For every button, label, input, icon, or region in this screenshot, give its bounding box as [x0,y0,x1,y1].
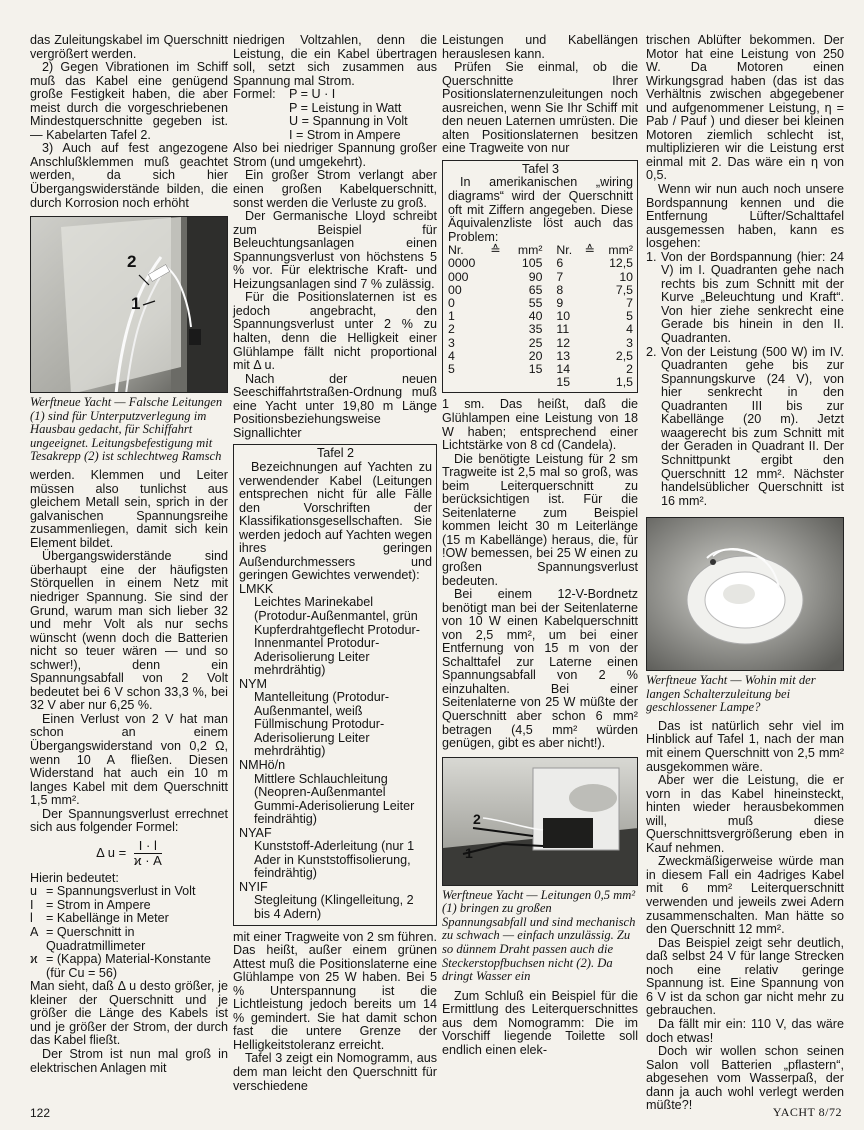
table-cell [488,297,503,310]
table-cell: 2 [626,362,633,377]
table-header-cell: Nr. [556,243,573,258]
table-cell [488,337,503,350]
formula-numerator: I · l [134,839,162,854]
power-formula-def: P = Leistung in Watt [289,100,402,115]
table-cell [582,363,597,376]
cable-description: Kunststoff-Aderleitung (nur 1 Ader in Kunststoffisolierung, feindrähtig) [254,839,415,881]
power-formula-main: P = U · I [289,87,336,102]
table-cell: 25 [528,335,543,350]
table-cell: 5 [448,362,455,377]
table-cell: 55 [528,296,543,311]
table-cell: 2 [448,322,455,337]
paragraph: Der Spannungsverlust errechnet sich aus folgender Formel: [30,806,228,835]
table-header-cell: ≙ [584,243,595,258]
table-cell: 10 [556,309,571,324]
cable-entry [239,759,432,827]
table-row [448,323,633,336]
table-2-intro: Bezeichnungen auf Yachten zu verwendender Kabel (Leitungen entsprechen nicht für alle Fälle den Vorschriften der Klassifikationsgesellschaften. Sie werden jedoch auf Yachten wegen ihres geringen Außendurchmessers und geringen Gewichtes verwendet): [239,459,432,583]
cable-description: Stegleitung (Klingelleitung, 2 bis 4 Adern) [254,893,414,921]
table-cell [582,323,597,336]
cable-code: LMKK [239,581,274,596]
list-item [646,346,844,509]
column-4 [646,34,844,1113]
table-cell [582,297,597,310]
power-formula-def: I = Strom in Ampere [289,127,401,142]
table-cell: 2,5 [615,348,633,363]
table-cell: 5 [626,309,633,324]
step-number: 2. [646,344,657,359]
power-formula [233,88,437,142]
table-cell: 10 [619,269,633,284]
cable-code: NYM [239,676,267,691]
cable-code: NMHö/n [239,757,286,772]
table-header-cell: ≙ [490,243,501,258]
definition-row [30,926,228,953]
formula-definitions [30,885,228,980]
table-cell [488,284,503,297]
nomogram-steps [646,251,844,508]
photo-label-1: 1 [465,844,473,861]
table-cell: 1 [448,309,455,324]
paragraph: trischen Ablüfter bekommen. Der Motor hat eine Leistung von 250 W. Da Motoren einen Wirkungsgrad haben (das ist das Verhältnis zwischen abgegebener und aufgenommener Leistung, η = Pab / Pauf ) und dieser bei kleinen Motoren ziemlich schlecht ist, multiplizieren wir die Leistung erst einmal mit 2. Das wäre ein η von 0,5. [646,33,844,183]
issue-label: YACHT 8/72 [772,1105,842,1119]
photo-thin-wires-image [443,758,638,886]
definitions-intro: Hierin bedeutet: [30,870,119,885]
table-cell: 4 [448,348,455,363]
table-header-cell: mm² [608,243,633,258]
table-cell [488,350,503,363]
step-number: 1. [646,249,657,264]
definition-row [30,953,228,980]
cable-entry [239,583,432,678]
table-row [448,257,633,270]
paragraph: Der Strom ist nun mal groß in elektrischen Anlagen mit [30,1046,228,1075]
paragraph: Da fällt mir ein: 110 V, das wäre doch etwas! [646,1016,844,1045]
cable-entry [239,881,432,922]
paragraph: Einen Verlust von 2 V hat man schon an einem Übergangswiderstand von 0,2 Ω, wenn 10 A fließen. Diesen Widerstand hat auch ein 10 m langes Kabel mit dem Querschnitt 1,5 mm². [30,711,228,808]
table-cell: 11 [556,322,570,337]
photo-label-2: 2 [473,810,481,827]
step-text: Von der Leistung (500 W) im IV. Quadranten gehe bis zur Spannungskurve (24 V), von hier senkrecht in den Quadranten III bis zur Kabellänge (20 m). Jetzt waagerecht bis zum Schnitt mit der Geraden in Quadrant II. Der Schnittpunkt ergibt den Querschnitt 12 mm². Nächster handelsüblicher Querschnitt ist 16 mm². [661,344,844,508]
paragraph: 3) Auch auf fest angezogene Anschlußklemmen muß geachtet werden, da sich hier Übergangswiderstände bilden, die durch Korrosion noch erhöht [30,141,228,210]
paragraph: Man sieht, daß Δ u desto größer, je kleiner der Querschnitt und je größer die Länge des Kabels ist und je größer der Strom, der durch das Kabel fließt. [30,979,228,1048]
definition-row [30,885,228,899]
table-cell: 1,5 [615,375,633,390]
photo-caption: Werftneue Yacht — Falsche Leitungen (1) sind für Unterputzverlegung im Hausbau gedacht, für Schiffahrt ungeeignet. Leitungsbefestigung mit Tesakrepp (2) ist schlechtweg Ramsch [30,395,223,464]
table-cell: 7 [556,269,564,284]
formula-lhs: Δ u = [96,844,127,860]
paragraph: Also bei niedriger Spannung großer Strom (und umgekehrt). [233,141,437,169]
paragraph: Wenn wir nun auch noch unsere Bordspannung kennen und die Entfernung Lüfter/Schalttafel ausgemessen haben, kann es losgehen: [646,182,844,251]
table-row [448,337,633,350]
paragraph: Prüfen Sie einmal, ob die Querschnitte Ihrer Positionslaternenzuleitungen noch ausreichen, wenn Sie Ihr Schiff mit den neuen Laternen umrüsten. Die alten Positionslaternen besitzen eine Tragweite von nur [442,60,638,156]
table-cell: 3 [626,335,633,350]
step-text: Von der Bordspannung (hier: 24 V) im I. Quadranten gehe nach rechts bis zum Schnitt mit der Kurve „Beleuchtung und Kraft“. Von hier ziehe senkrecht eine Gerade bis hinein in den II. Quadranten. [661,249,844,346]
table-cell: 000 [448,269,469,284]
table-cell: 35 [528,322,543,337]
paragraph: niedrigen Voltzahlen, denn die Leistung, die ein Kabel übertragen soll, setzt sich zusammen aus Spannung mal Strom. [233,33,437,88]
paragraph: 2) Gegen Vibrationen im Schiff muß das Kabel eine genügend große Festigkeit haben, die aber meist durch die vorgeschriebenen Mindestquerschnitte gegeben ist. — Kabelarten Tafel 2. [30,60,228,142]
paragraph: Aber wer die Leistung, die er vorn in das Kabel hineinsteckt, hinten wieder herausbekommen will, muß diese Querschnittsvergrößerung eben in Kauf nehmen. [646,773,844,855]
paragraph: Bei einem 12-V-Bordnetz benötigt man bei der Seitenlaterne von 10 W einen Kabelquerschnitt von 2,5 mm², um bei einer Entfernung von 15 m von der Schalttafel zur Laterne einen Spannungsabfall von 2 % einzuhalten. Bei einer Seitenlaterne von 25 W müßte der Querschnitt aber schon 6 mm² betragen (4,5 mm² würden genügen, gibt es aber nicht!). [442,587,638,751]
power-formula-def: U = Spannung in Volt [289,114,408,129]
cable-entry [239,827,432,881]
table-cell: 7 [626,296,633,311]
table-cell: 15 [556,375,571,390]
paragraph: Doch wir wollen schon seinen Salon voll Batterien „pflastern“, abgesehen vom Wasserpaß, der dann ja auch wohl verlegt werden müßte?! [646,1044,844,1113]
table-cell [488,323,503,336]
table-cell: 20 [528,348,543,363]
table-cell: 8 [556,282,564,297]
paragraph: Das ist natürlich sehr viel im Hinblick auf Tafel 1, nach der man mit einem Querschnitt von 2,5 mm² ausgekommen wäre. [646,718,844,774]
table-cell [488,376,503,389]
table-header-cell: mm² [517,243,543,258]
photo-closed-lamp-image [647,518,844,671]
paragraph: Das Beispiel zeigt sehr deutlich, daß selbst 24 V für lange Strecken noch eine relativ geringe Spannung ist. Eine Spannung von 6 V ist da schon gar nicht mehr zu gebrauchen. [646,935,844,1018]
power-formula-intro: Formel: [233,87,276,102]
paragraph: Der Germanische Lloyd schreibt zum Beispiel für Beleuchtungsanlagen einen Spannungsverlust von höchstens 5 % vor. Für elektrische Kraft- und Heizungsanlagen sind 7 % zulässig. [233,209,437,291]
voltage-drop-formula [30,839,228,868]
cable-code: NYIF [239,879,268,894]
table-cell: 90 [528,269,543,284]
paragraph: Die benötigte Leistung für 2 sm Tragweite ist 2,5 mal so groß, was beim Leiterquerschnitt zu berücksichtigen ist. Für die Seitenlaterne zum Beispiel kommen leicht 30 m Leiterlänge (15 m Kabellänge) heraus, die, für !OW bemessen, bei 25 W einen zu großen Spannungsverlust bedeuten. [442,451,638,588]
photo-caption: Werftneue Yacht — Wohin mit der langen Schalterzuleitung bei geschlossener Lampe? [646,673,816,715]
cable-description: Leichtes Marinekabel (Protodur-Außenmantel, grün Kupferdrahtgeflecht Protodur-Innenmantel Protodur-Aderisolierung Leiter mehrdrähtig) [254,595,420,678]
paragraph: Übergangswiderstände sind überhaupt eine der häufigsten Störquellen in einem Netz mit niedriger Spannung. Sie sind der Grund, warum man sich lieber 32 und mehr Volt als nur sechs wünscht (wenn doch die Batterien nicht so teuer wären — und so schwer!), denn ein Spannungsabfall von 2 Volt bedeutet bei 6 V schon 33,3 %, bei 32 V aber nur 6,25 %. [30,549,228,713]
definition-text: = Kabellänge in Meter [46,911,169,926]
table-row [448,363,633,376]
paragraph: Leistungen und Kabellängen herauslesen kann. [442,33,638,61]
table-cell [488,257,503,270]
table-cell [448,376,488,389]
table-cell [582,337,597,350]
paragraph: werden. Klemmen und Leiter müssen also tunlichst aus gleichem Metall sein, sprich in der galvanischen Spannungsreihe zusammenliegen, damit sich kein Element bildet. [30,468,228,550]
page-number: 122 [30,1106,51,1120]
table-cell [582,284,597,297]
table-cell [488,271,503,284]
list-item [646,251,844,346]
cable-entry [239,678,432,759]
column-3 [442,34,638,1058]
definition-text: = Spannungsverlust in Volt [46,884,196,899]
definition-symbol: A [30,925,39,940]
photo-wiring-wall-image [31,217,228,393]
paragraph: Für die Positionslaternen ist es jedoch angebracht, den Spannungsverlust unter 2 % zu halten, denn die Helligkeit einer Glühlampe fällt nicht proportional mit Δ u. [233,290,437,373]
photo-closed-lamp [646,517,844,671]
table-cell: 0000 [448,256,476,271]
table-cell [582,257,597,270]
paragraph: 1 sm. Das heißt, daß die Glühlampen eine Leistung von 18 W haben; entsprechend einer Lichtstärke von 8 cd (Candela). [442,397,638,453]
definition-symbol: ϰ [30,952,38,967]
table-cell: 12,5 [609,256,633,271]
table-cell: 14 [556,362,571,377]
definition-text: = (Kappa) Material-Konstante (für Cu = 56) [46,952,211,980]
photo-caption: Werftneue Yacht — Leitungen 0,5 mm² (1) bringen zu großen Spannungsabfall und sind mechanisch zu schwach — einfach unzulässig. Zu so dünnem Draht passen auch die Steckerstopfbuchsen nicht (2). Da dringt Wasser ein [442,887,636,984]
table-3-box [442,160,638,394]
table-cell: 13 [556,348,571,363]
table-cell [488,310,503,323]
paragraph: Tafel 3 zeigt ein Nomogramm, aus dem man leicht den Querschnitt für verschiedene [233,1051,437,1093]
photo-label-1: 1 [131,294,141,314]
table-3-title: Tafel 3 [521,161,560,176]
column-2 [233,34,437,1093]
paragraph: das Zuleitungskabel im Querschnitt vergrößert werden. [30,33,228,61]
power-formula-main-row [233,88,437,102]
table-cell: 0 [448,296,455,311]
definition-text: = Strom in Ampere [46,897,151,912]
table-cell: 7,5 [615,282,633,297]
column-1 [30,34,228,1075]
table-cell: 40 [528,309,543,324]
table-cell [488,363,503,376]
table-3-intro: In amerikanischen „wiring diagrams“ wird der Querschnitt oft mit Ziffern angegeben. Diese Äquivalenzliste löst auch das Problem: [448,175,633,244]
table-cell [582,271,597,284]
table-cell: 9 [556,296,564,311]
table-cell: 3 [448,335,455,350]
table-cell: 105 [521,256,543,271]
definition-text: = Querschnitt in Quadratmillimeter [46,925,146,953]
cable-code: NYAF [239,825,272,840]
wire-gauge-table [448,244,633,389]
definition-row [30,899,228,913]
paragraph: Zweckmäßigerweise würde man in diesem Fall ein 4adriges Kabel mit 6 mm² Leiterquerschnitt verwenden und jeweils zwei Adern zusammenschalten. Man hätte so den Querschnitt 12 mm². [646,854,844,937]
table-cell: 00 [448,282,462,297]
table-cell [503,376,551,389]
table-header-cell: Nr. [448,243,464,258]
table-cell: 15 [528,362,543,377]
table-2-title: Tafel 2 [316,446,355,461]
table-2-box [233,444,437,925]
table-row [448,376,633,389]
paragraph: Zum Schluß ein Beispiel für die Ermittlung des Leiterquerschnittes aus dem Nomogramm: Die im Vorschiff liegende Toilette soll endlich einen elek- [442,988,638,1057]
table-cell: 65 [528,282,543,297]
cable-description: Mittlere Schlauchleitung (Neopren-Außenmantel Gummi-Aderisolierung Leiter feindrähtig) [254,771,415,827]
paragraph: Nach der neuen Seeschiffahrtstraßen-Ordnung muß eine Yacht unter 19,80 m Länge Positionsbeziehungsweise Signallichter [233,371,437,440]
table-cell: 6 [556,256,564,271]
paragraph: Ein großer Strom verlangt aber einen großen Kabelquerschnitt, sonst werden die Verluste zu groß. [233,168,437,210]
table-cell [582,376,597,389]
table-cell: 12 [556,335,571,350]
photo-wiring-wall [30,216,228,393]
table-row [448,271,633,284]
photo-label-2: 2 [127,252,137,272]
definition-symbol: l [30,911,33,926]
photo-thin-wires [442,757,638,886]
table-cell [582,350,597,363]
table-cell [582,310,597,323]
paragraph: mit einer Tragweite von 2 sm führen. Das heißt, außer einem grünen Attest muß die Positionslaterne eine Glühlampe von 25 W haben. Bei 5 % Unterspannung ist die Lichtleistung jedoch bereits um 14 % gemindert. Sie hat damit schon fast die untere Grenze der Helligkeitstoleranz erreicht. [233,929,437,1052]
table-cell: 4 [626,322,633,337]
cable-description: Mantelleitung (Protodur-Außenmantel, weiß Füllmischung Protodur-Aderisolierung Leiter mehrdrähtig) [254,690,390,759]
formula-fraction [134,839,162,868]
definition-symbol: I [30,897,34,912]
definition-row [30,912,228,926]
definition-symbol: u [30,884,38,899]
formula-denominator: ϰ · A [133,852,162,868]
